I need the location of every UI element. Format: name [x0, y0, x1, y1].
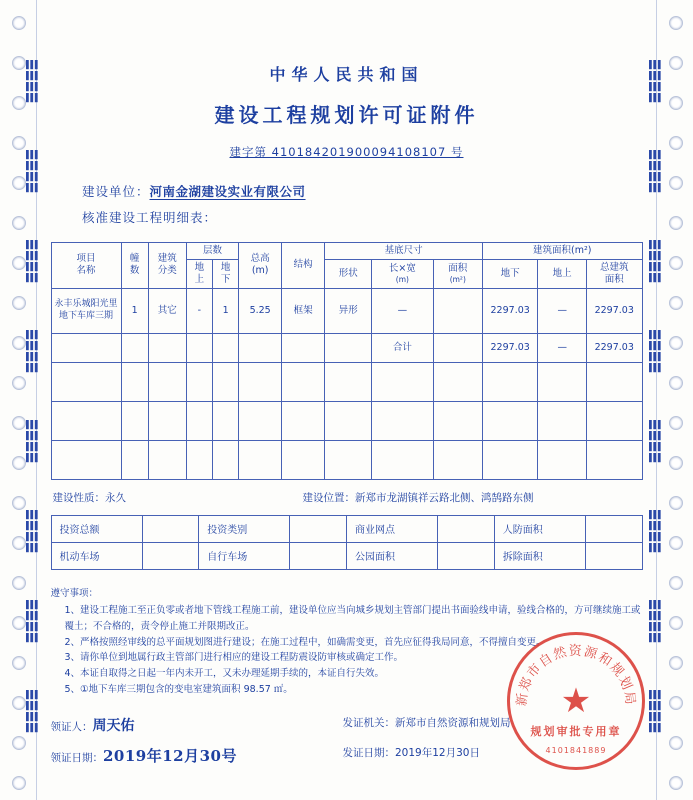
th-category	[148, 243, 186, 289]
blank-cell	[587, 440, 643, 479]
perforation-hole	[669, 96, 683, 110]
decorative-dash: ▌▌▌	[26, 600, 40, 610]
decorative-dash: ▌▌▌	[26, 442, 40, 452]
decorative-dash: ▌▌▌	[26, 60, 40, 70]
info-label-demolition-area: 拆除面积	[494, 542, 585, 569]
decorative-dash: ▌▌▌	[649, 521, 663, 531]
tractor-feed-strip-right	[657, 0, 693, 800]
table-head	[51, 243, 642, 289]
decorative-dash: ▌▌▌	[26, 363, 40, 373]
sum-blank-3	[148, 333, 186, 362]
perforation-hole	[12, 136, 26, 150]
sum-blank-5	[212, 333, 238, 362]
th-length-width-l2: (m)	[395, 275, 409, 284]
sum-total-area: 2297.03	[587, 333, 643, 362]
perforation-hole	[12, 776, 26, 790]
decorative-dash: ▌▌▌	[26, 690, 40, 700]
document-body	[36, 0, 657, 800]
tractor-feed-strip-left	[0, 0, 36, 800]
cell-project-name: 永丰乐城阳光里地下车库三期	[51, 288, 121, 333]
decorative-dash: ▌▌▌	[649, 633, 663, 643]
document-header	[36, 0, 657, 160]
decorative-dash: ▌▌▌	[26, 431, 40, 441]
decorative-dash: ▌▌▌	[649, 363, 663, 373]
decorative-dash: ▌▌▌	[26, 93, 40, 103]
decorative-dash: ▌▌▌	[26, 82, 40, 92]
blank-cell	[482, 401, 537, 440]
decorative-dash: ▌▌▌	[26, 240, 40, 250]
blank-cell	[51, 362, 121, 401]
th-base-area-l2: (m²)	[449, 275, 466, 284]
blank-cell	[186, 401, 212, 440]
issue-date-label: 发证日期：	[342, 747, 395, 760]
sum-blank-4	[186, 333, 212, 362]
receive-date-cell	[51, 745, 343, 766]
date-row	[51, 745, 643, 766]
seal-top-text: 新郑市自然资源和规划局	[514, 644, 638, 707]
th-underground-area: 地下	[482, 259, 537, 288]
issue-date-cell	[343, 745, 643, 766]
th-building-count-l2: 数	[129, 265, 140, 277]
decorative-dash: ▌▌▌	[26, 712, 40, 722]
blank-cell	[325, 401, 372, 440]
blank-cell	[282, 440, 325, 479]
decorative-dash: ▌▌▌	[26, 532, 40, 542]
list-item: 4、本证自取得之日起一年内未开工，又未办理延期手续的，本证自行失效。	[64, 667, 385, 679]
perforation-hole	[669, 216, 683, 230]
blank-cell	[433, 401, 482, 440]
signature-block	[51, 715, 643, 766]
table-row	[51, 401, 642, 440]
table-sum-row	[51, 333, 642, 362]
nature-location-block	[51, 490, 643, 505]
decorative-dash: ▌▌▌	[26, 183, 40, 193]
th-shape: 形状	[325, 259, 372, 288]
perforation-hole	[669, 696, 683, 710]
perforation-hole	[12, 56, 26, 70]
decorative-dash: ▌▌▌	[649, 150, 663, 160]
blank-cell	[282, 401, 325, 440]
perforation-hole	[669, 416, 683, 430]
th-length-width	[372, 259, 434, 288]
decorative-dash: ▌▌▌	[649, 161, 663, 171]
perforation-hole	[669, 776, 683, 790]
perforation-hole	[669, 16, 683, 30]
th-height-l1: 总高	[250, 253, 270, 265]
blank-cell	[148, 440, 186, 479]
blank-cell	[121, 362, 148, 401]
th-project-name-l1: 项目	[76, 253, 96, 265]
th-total-area-l1: 总建筑	[599, 261, 629, 273]
th-build-area: 建筑面积(m²)	[482, 243, 642, 260]
perforation-hole	[669, 576, 683, 590]
decorative-dash: ▌▌▌	[26, 543, 40, 553]
decorative-dash: ▌▌▌	[649, 183, 663, 193]
decorative-dash: ▌▌▌	[26, 611, 40, 621]
cell-base-area	[433, 288, 482, 333]
decorative-dash: ▌▌▌	[649, 510, 663, 520]
decorative-dash: ▌▌▌	[26, 521, 40, 531]
issue-date-value: 2019年12月30日	[395, 747, 480, 760]
sum-blank-6	[239, 333, 282, 362]
blank-cell	[186, 440, 212, 479]
blank-cell	[482, 362, 537, 401]
decorative-dash: ▌▌▌	[649, 453, 663, 463]
build-unit-row	[36, 182, 657, 200]
decorative-dash: ▌▌▌	[26, 251, 40, 261]
decorative-dash: ▌▌▌	[649, 240, 663, 250]
build-unit-value: 河南金湖建设实业有限公司	[149, 184, 306, 199]
th-floors-down-l1: 地	[220, 261, 231, 273]
sum-base-area	[433, 333, 482, 362]
investment-info-table	[51, 515, 643, 570]
decorative-dash: ▌▌▌	[649, 262, 663, 272]
perforation-hole	[12, 696, 26, 710]
blank-cell	[372, 440, 434, 479]
perforation-hole	[669, 136, 683, 150]
perforation-hole	[12, 376, 26, 390]
table-row	[51, 288, 642, 333]
blank-cell	[239, 440, 282, 479]
th-category-l1: 建筑	[157, 253, 177, 265]
list-item: 5、①地下车库三期包含的变电室建筑面积 98.57 ㎡。	[64, 683, 293, 695]
blank-cell	[587, 401, 643, 440]
perforation-hole	[669, 336, 683, 350]
decorative-dash: ▌▌▌	[649, 82, 663, 92]
decorative-dash: ▌▌▌	[649, 701, 663, 711]
perforation-hole	[669, 496, 683, 510]
nature-cell	[53, 490, 303, 505]
perforation-hole	[12, 216, 26, 230]
decorative-dash: ▌▌▌	[649, 172, 663, 182]
decorative-dash: ▌▌▌	[26, 723, 40, 733]
blank-cell	[538, 362, 587, 401]
decorative-dash: ▌▌▌	[26, 453, 40, 463]
perforation-hole	[12, 456, 26, 470]
perforation-hole	[669, 536, 683, 550]
blank-cell	[212, 362, 238, 401]
blank-cell	[325, 440, 372, 479]
seal-center-text: 规划审批专用章	[530, 725, 622, 738]
project-detail-table	[51, 242, 643, 480]
info-value-investment-type	[290, 515, 347, 542]
perforation-hole	[12, 336, 26, 350]
blank-cell	[148, 362, 186, 401]
decorative-dash: ▌▌▌	[649, 93, 663, 103]
info-label-investment-type: 投资类别	[199, 515, 290, 542]
th-category-l2: 分类	[157, 265, 177, 277]
decorative-dash: ▌▌▌	[649, 543, 663, 553]
perforation-hole	[12, 416, 26, 430]
info-label-commercial-outlets: 商业网点	[346, 515, 437, 542]
blank-cell	[433, 362, 482, 401]
receiver-value: 周天佑	[92, 718, 135, 735]
perforation-hole	[12, 656, 26, 670]
detail-table-label-row	[36, 208, 657, 226]
list-item: 1、建设工程施工至正负零或者地下管线工程施工前，建设单位应当向城乡规划主管部门提出书面验线申请，验线合格的，方可继续施工或覆土；不合格的，责令停止施工并限期改正。	[64, 605, 641, 632]
cell-floors-down: 1	[212, 288, 238, 333]
sum-blank-1	[51, 333, 121, 362]
info-value-park-area	[438, 542, 495, 569]
info-label-civil-defense-area: 人防面积	[494, 515, 585, 542]
decorative-dash: ▌▌▌	[26, 341, 40, 351]
info-label-motor-parking: 机动车场	[51, 542, 142, 569]
sum-blank-8	[325, 333, 372, 362]
receiver-row	[51, 715, 643, 735]
decorative-dash: ▌▌▌	[649, 330, 663, 340]
perforation-hole	[669, 296, 683, 310]
sum-blank-2	[121, 333, 148, 362]
notes-title: 遵守事项：	[50, 587, 99, 599]
cell-shape: 异形	[325, 288, 372, 333]
table-row	[51, 440, 642, 479]
perforation-hole	[12, 256, 26, 270]
decorative-dash: ▌▌▌	[26, 262, 40, 272]
th-height	[239, 243, 282, 289]
decorative-dash: ▌▌▌	[26, 172, 40, 182]
cell-length-width: —	[372, 288, 434, 333]
cell-height: 5.25	[239, 288, 282, 333]
info-label-investment-total: 投资总额	[51, 515, 142, 542]
star-icon: ★	[560, 681, 592, 721]
table-row	[51, 362, 642, 401]
decorative-dash: ▌▌▌	[26, 633, 40, 643]
cell-aboveground-area: —	[538, 288, 587, 333]
th-base-area-l1: 面积	[448, 263, 468, 275]
sum-underground-area: 2297.03	[482, 333, 537, 362]
info-label-park-area: 公园面积	[346, 542, 437, 569]
sum-blank-7	[282, 333, 325, 362]
th-building-count	[121, 243, 148, 289]
info-value-demolition-area	[585, 542, 642, 569]
receiver-label: 领证人：	[50, 721, 93, 734]
th-project-name-l2: 名称	[76, 265, 96, 277]
perforation-hole	[12, 496, 26, 510]
blank-cell	[538, 401, 587, 440]
decorative-dash: ▌▌▌	[649, 352, 663, 362]
notes-list	[51, 603, 643, 697]
th-project-name	[51, 243, 121, 289]
decorative-dash: ▌▌▌	[26, 273, 40, 283]
info-value-investment-total	[142, 515, 199, 542]
decorative-dash: ▌▌▌	[649, 341, 663, 351]
perforation-hole	[12, 96, 26, 110]
perforation-hole	[12, 536, 26, 550]
th-floors-up-l1: 地	[194, 261, 205, 273]
table-row	[51, 542, 642, 569]
th-floors-up	[186, 259, 212, 288]
decorative-dash: ▌▌▌	[649, 431, 663, 441]
decorative-dash: ▌▌▌	[649, 251, 663, 261]
decorative-dash: ▌▌▌	[26, 622, 40, 632]
seal-bottom-text: 4101841889	[545, 746, 607, 755]
receive-date-label: 领证日期：	[50, 752, 103, 765]
blank-cell	[239, 401, 282, 440]
decorative-dash: ▌▌▌	[26, 330, 40, 340]
blank-cell	[482, 440, 537, 479]
nature-value: 永久	[105, 491, 126, 504]
decorative-dash: ▌▌▌	[649, 611, 663, 621]
perforation-hole	[12, 616, 26, 630]
blank-cell	[433, 440, 482, 479]
th-aboveground-area: 地上	[538, 259, 587, 288]
perforation-hole	[669, 256, 683, 270]
decorative-dash: ▌▌▌	[649, 712, 663, 722]
perforation-hole	[669, 616, 683, 630]
sum-aboveground-area: —	[538, 333, 587, 362]
cell-underground-area: 2297.03	[482, 288, 537, 333]
build-unit-label: 建设单位：	[82, 184, 150, 199]
blank-cell	[372, 401, 434, 440]
notes-block	[51, 586, 643, 698]
receive-date-value: 2019年12月30号	[103, 747, 237, 766]
decorative-dash: ▌▌▌	[26, 150, 40, 160]
info-value-commercial-outlets	[438, 515, 495, 542]
perforation-hole	[12, 736, 26, 750]
decorative-dash: ▌▌▌	[649, 273, 663, 283]
perforation-hole	[12, 296, 26, 310]
info-value-bicycle-parking	[290, 542, 347, 569]
cell-category: 其它	[148, 288, 186, 333]
th-floors-down-l2: 下	[220, 273, 231, 285]
th-structure: 结构	[282, 243, 325, 289]
th-building-count-l1: 幢	[129, 253, 140, 265]
blank-cell	[587, 362, 643, 401]
issuer-value: 新郑市自然资源和规划局	[395, 717, 511, 730]
info-value-civil-defense-area	[585, 515, 642, 542]
blank-cell	[186, 362, 212, 401]
cell-floors-up: -	[186, 288, 212, 333]
th-floors: 层数	[186, 243, 239, 260]
cell-building-count: 1	[121, 288, 148, 333]
blank-cell	[325, 362, 372, 401]
info-label-bicycle-parking: 自行车场	[199, 542, 290, 569]
nation-title: 中华人民共和国	[269, 65, 424, 84]
decorative-dash: ▌▌▌	[649, 600, 663, 610]
perforation-hole	[669, 736, 683, 750]
receiver-cell	[51, 715, 343, 735]
decorative-dash: ▌▌▌	[649, 442, 663, 452]
decorative-dash: ▌▌▌	[649, 60, 663, 70]
blank-cell	[239, 362, 282, 401]
perforation-hole	[669, 376, 683, 390]
blank-cell	[212, 401, 238, 440]
location-cell	[303, 490, 643, 505]
location-label: 建设位置：	[302, 491, 355, 504]
table-body	[51, 288, 642, 479]
th-total-area	[587, 259, 643, 288]
certificate-number: 建字第 410184201900094108107 号	[229, 145, 464, 159]
page-title: 建设工程规划许可证附件	[214, 103, 479, 127]
decorative-dash: ▌▌▌	[649, 723, 663, 733]
decorative-dash: ▌▌▌	[26, 71, 40, 81]
location-value: 新郑市龙湖镇祥云路北侧、鸿鹄路东侧	[355, 491, 534, 504]
perforation-hole	[669, 656, 683, 670]
blank-cell	[538, 440, 587, 479]
decorative-dash: ▌▌▌	[649, 420, 663, 430]
decorative-dash: ▌▌▌	[649, 690, 663, 700]
perforation-hole	[12, 176, 26, 190]
cell-structure: 框架	[282, 288, 325, 333]
decorative-dash: ▌▌▌	[26, 161, 40, 171]
th-height-l2: (m)	[251, 265, 269, 277]
decorative-dash: ▌▌▌	[26, 352, 40, 362]
perforation-hole	[669, 176, 683, 190]
th-length-width-l1: 长×宽	[388, 263, 416, 275]
issuer-cell	[343, 715, 643, 735]
th-base-area	[433, 259, 482, 288]
th-floors-up-l2: 上	[194, 273, 205, 285]
cell-total-area: 2297.03	[587, 288, 643, 333]
decorative-dash: ▌▌▌	[26, 701, 40, 711]
table-header-row-1	[51, 243, 642, 260]
perforation-hole	[669, 56, 683, 70]
th-base-size: 基底尺寸	[325, 243, 483, 260]
list-item: 3、请你单位到地属行政主管部门进行相应的建设工程防震设防审核或确定工作。	[64, 652, 404, 664]
info-value-motor-parking	[142, 542, 199, 569]
detail-table-label: 核准建设工程明细表：	[82, 210, 218, 225]
blank-cell	[148, 401, 186, 440]
perforation-hole	[12, 576, 26, 590]
perforation-hole	[12, 16, 26, 30]
blank-cell	[212, 440, 238, 479]
blank-cell	[121, 401, 148, 440]
issuer-label: 发证机关：	[342, 717, 395, 730]
nature-label: 建设性质：	[52, 491, 105, 504]
blank-cell	[372, 362, 434, 401]
decorative-dash: ▌▌▌	[26, 420, 40, 430]
list-item: 2、严格按照经审线的总平面规划图进行建设；在施工过程中，如确需变更，首先应征得我局同意，不得擅自变更。	[64, 636, 546, 648]
sum-label: 合计	[372, 333, 434, 362]
th-total-area-l2: 面积	[604, 273, 624, 285]
blank-cell	[51, 401, 121, 440]
decorative-dash: ▌▌▌	[649, 71, 663, 81]
decorative-dash: ▌▌▌	[649, 532, 663, 542]
decorative-dash: ▌▌▌	[649, 622, 663, 632]
table-row	[51, 515, 642, 542]
decorative-dash: ▌▌▌	[26, 510, 40, 520]
blank-cell	[282, 362, 325, 401]
blank-cell	[121, 440, 148, 479]
th-floors-down	[212, 259, 238, 288]
perforation-hole	[669, 456, 683, 470]
blank-cell	[51, 440, 121, 479]
nature-location-row	[51, 490, 643, 505]
